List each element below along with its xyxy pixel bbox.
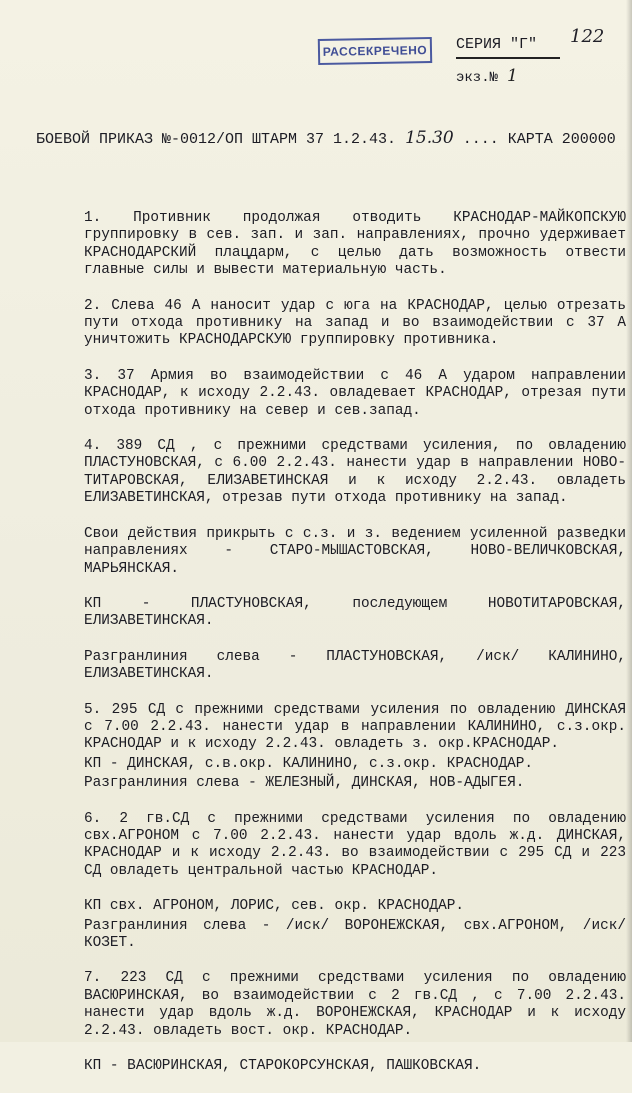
order-title-main: БОЕВОЙ ПРИКАЗ №-0012/ОП ШТАРМ 37 1.2.43. [36, 131, 397, 148]
paragraph-7: 7. 223 СД с прежними средствами усиления по овладению ВАСЮРИНСКАЯ, во взаимодействии с 2 гв.СД , с 7.00 2.2.43. нанести удар вдоль ж.д. ВОРОНЕЖСКАЯ, КРАСНОДАР и к исходу 2.2.43. овладеть вост. окр. КРАСНОДАР. [84, 970, 626, 1039]
paragraph-5-command-post: КП - ДИНСКАЯ, с.в.окр. КАЛИНИНО, с.з.окр. КРАСНОДАР. [84, 755, 534, 772]
paragraph-6-boundary: Разгранлиния слева - /иск/ ВОРОНЕЖСКАЯ, свх.АГРОНОМ, /иск/ КОЗЕТ. [84, 917, 626, 951]
order-time: 15.30 [405, 128, 454, 148]
page-edge-shadow [626, 0, 632, 1042]
paragraph-3: 3. 37 Армия во взаимодействии с 46 А ударом направлении КРАСНОДАР, к исходу 2.2.43. овладевает КРАСНОДАР, отрезая пути отхода противнику на север и сев.запад. [84, 367, 626, 419]
order-title [36, 128, 632, 148]
paragraph-7-command-post: КП - ВАСЮРИНСКАЯ, СТАРОКОРСУНСКАЯ, ПАШКОВСКАЯ. [84, 1058, 482, 1075]
series-block [456, 36, 560, 87]
paragraph-2: 2. Слева 46 А наносит удар с юга на КРАСНОДАР, целью отрезать пути отхода противнику на запад и во взаимодействии с 37 А уничтожить КРАСНОДАРСКУЮ группировку противника. [84, 297, 626, 349]
paragraph-4-command-post: КП - ПЛАСТУНОВСКАЯ, последующем НОВОТИТАРОВСКАЯ, ЕЛИЗАВЕТИНСКАЯ. [84, 595, 626, 630]
paragraph-6-command-post: КП свх. АГРОНОМ, ЛОРИС, сев. окр. КРАСНОДАР. [84, 898, 464, 915]
paragraph-4-cover: Свои действия прикрыть с с.з. и з. ведением усиленной разведки направлениях - СТАРО-МЫШАСТОВСКАЯ, НОВО-ВЕЛИЧКОВСКАЯ, МАРЬЯНСКАЯ. [84, 525, 626, 577]
order-body [36, 210, 626, 1093]
paragraph-6: 6. 2 гв.СД с прежними средствами усиления по овладению свх.АГРОНОМ с 7.00 2.2.43. нанести удар вдоль ж.д. ДИНСКАЯ, КРАСНОДАР и к исходу 2.2.43. во взаимодействии с 295 СД и 223 СД овладеть центральной частью КРАСНОДАР. [84, 810, 626, 879]
paragraph-1: 1. Противник продолжая отводить КРАСНОДАР-МАЙКОПСКУЮ группировку в сев. зап. и зап. направлениях, прочно удерживает КРАСНОДАРСКИЙ плацдарм, с целью дать возможность отвести главные силы и вывести материальную часть. [84, 210, 626, 279]
paragraph-5: 5. 295 СД с прежними средствами усиления по овладению ДИНСКАЯ с 7.00 2.2.43. нанести удар в направлении КАЛИНИНО, с.з.окр. КРАСНОДАР и к исходу 2.2.43. овладеть з. окр.КРАСНОДАР. [84, 701, 626, 753]
order-map-scale: .... КАРТА 200000 [462, 131, 616, 148]
series-label: СЕРИЯ "Г" [456, 36, 538, 53]
copy-number: 1 [507, 66, 518, 86]
page-number: 122 [570, 26, 605, 47]
declassified-stamp: РАССЕКРЕЧЕНО [318, 37, 432, 65]
paragraph-4: 4. 389 СД , с прежними средствами усиления, по овладению ПЛАСТУНОВСКАЯ, с 6.00 2.2.43. нанести удар в направлении НОВО-ТИТАРОВСКАЯ, ЕЛИЗАВЕТИНСКАЯ и к исходу 2.2.43. овладеть ЕЛИЗАВЕТИНСКАЯ, отрезав пути отхода противнику на запад. [84, 438, 626, 507]
paragraph-5-boundary: Разгранлиния слева - ЖЕЛЕЗНЫЙ, ДИНСКАЯ, НОВ-АДЫГЕЯ. [84, 775, 525, 792]
copy-label: экз.№ [456, 70, 499, 86]
paragraph-4-boundary: Разгранлиния слева - ПЛАСТУНОВСКАЯ, /иск/ КАЛИНИНО, ЕЛИЗАВЕТИНСКАЯ. [84, 648, 626, 683]
double-underline [456, 57, 560, 61]
